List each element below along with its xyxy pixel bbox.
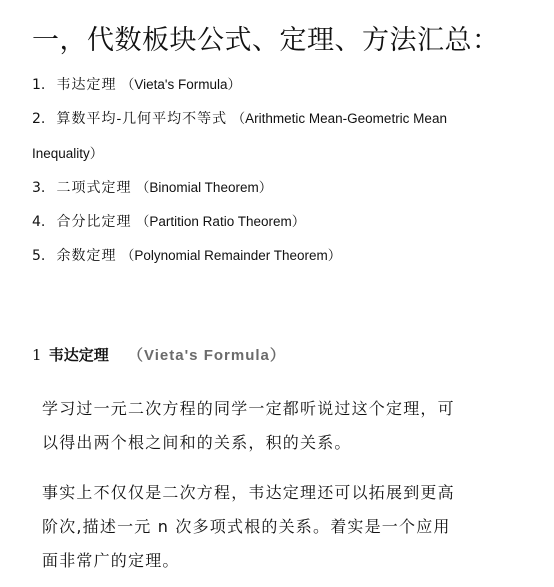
toc-item-title-zh: 合分比定理: [56, 214, 132, 230]
paragraph-line: 学习过一元二次方程的同学一定都听说过这个定理，可: [42, 399, 455, 418]
toc-item-title-en-continued: Inequality）: [32, 146, 104, 161]
toc-item-title-en: （Polynomial Remainder Theorem）: [120, 248, 342, 263]
toc-item-title-en: （Partition Ratio Theorem）: [135, 214, 306, 229]
page-title: 一，代数板块公式、定理、方法汇总：: [32, 25, 500, 56]
paragraph-line: 事实上不仅仅是二次方程，韦达定理还可以拓展到更高: [42, 483, 455, 502]
toc-item-title-zh: 余数定理: [56, 248, 117, 264]
toc-item-title-en: （Arithmetic Mean-Geometric Mean: [231, 111, 447, 126]
toc-item-number: 3.: [32, 180, 46, 196]
toc-item-number: 2.: [32, 111, 46, 127]
toc-item-title-en: （Vieta's Formula）: [120, 77, 242, 92]
toc-item-title-zh: 韦达定理: [56, 77, 117, 93]
section-heading: [32, 344, 286, 365]
toc-item-binomial: [32, 176, 272, 197]
section-title-zh: 韦达定理: [48, 346, 109, 364]
toc-item-am-gm: [32, 107, 447, 128]
toc-item-number: 4.: [32, 214, 46, 230]
toc-item-title-zh: 算数平均-几何平均不等式: [56, 111, 228, 127]
paragraph-line: 以得出两个根之间和的关系，积的关系。: [42, 433, 352, 452]
toc-item-number: 1.: [32, 77, 46, 93]
paragraph-line: 面非常广的定理。: [42, 551, 180, 570]
toc-item-vieta: [32, 73, 241, 94]
toc-item-title-en: （Binomial Theorem）: [135, 180, 273, 195]
paragraph-line: 阶次,描述一元 n 次多项式根的关系。着实是一个应用: [42, 517, 451, 536]
toc-item-partition-ratio: [32, 210, 305, 231]
toc-item-title-zh: 二项式定理: [56, 180, 132, 196]
section-number: 1: [32, 346, 42, 364]
toc-item-number: 5.: [32, 248, 46, 264]
toc-item-am-gm-continued: [32, 142, 103, 162]
section-title-en: （Vieta's Formula）: [128, 347, 286, 364]
toc-item-remainder: [32, 244, 341, 265]
